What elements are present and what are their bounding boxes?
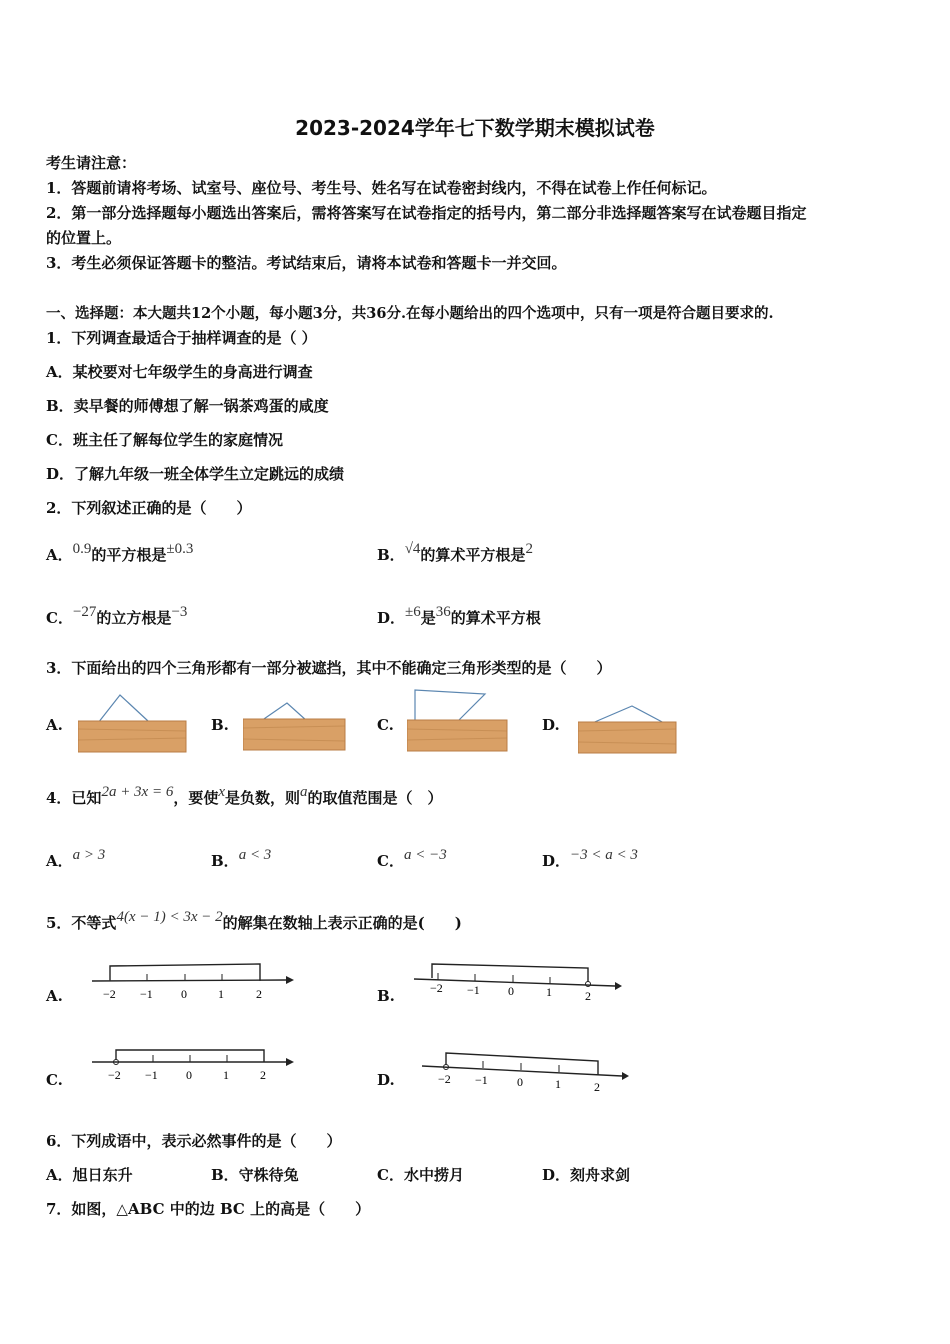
q4-option-c bbox=[377, 847, 447, 871]
math-expr: a < −3 bbox=[403, 847, 447, 863]
option-text: 的算术平方根 bbox=[450, 609, 541, 627]
q1-option-b: B．卖早餐的师傅想了解一锅茶鸡蛋的咸度 bbox=[46, 397, 329, 415]
q4-text: 是负数，则 bbox=[225, 789, 301, 807]
tick-label: 1 bbox=[218, 987, 224, 1001]
option-label: A． bbox=[46, 546, 73, 564]
tick-label: −2 bbox=[430, 981, 443, 995]
q3-figure-c bbox=[407, 686, 511, 752]
tick-label: −1 bbox=[140, 987, 153, 1001]
q5-numberline-d bbox=[418, 1045, 632, 1095]
q7-stem: 7．如图，△ABC 中的边 BC 上的高是（ ） bbox=[46, 1200, 371, 1218]
math-expr: a bbox=[300, 784, 308, 800]
option-label: B． bbox=[377, 546, 405, 564]
tick-label: 1 bbox=[555, 1077, 561, 1091]
q5-label-a: A. bbox=[46, 987, 63, 1005]
q3-figure-a bbox=[78, 693, 188, 753]
tick-label: 0 bbox=[517, 1075, 523, 1089]
q4-text: 的取值范围是（ ） bbox=[307, 789, 443, 807]
q5-numberline-b bbox=[410, 958, 625, 1006]
math-expr: 0.9 bbox=[72, 541, 92, 557]
wood-plank bbox=[578, 722, 676, 753]
q6-option-a: A．旭日东升 bbox=[46, 1166, 133, 1184]
option-label: A． bbox=[46, 852, 73, 870]
q4-stem bbox=[46, 784, 443, 808]
notice-item-3: 3．考生必须保证答题卡的整洁。考试结束后，请将本试卷和答题卡一并交回。 bbox=[46, 254, 567, 272]
q4-text: 4．已知 bbox=[46, 789, 102, 807]
wood-plank bbox=[243, 719, 345, 750]
tick-label: −1 bbox=[467, 983, 480, 997]
q5-label-d: D. bbox=[377, 1071, 395, 1089]
q3-label-b: B. bbox=[211, 716, 229, 734]
option-text: 的立方根是 bbox=[96, 609, 172, 627]
q5-text: 5．不等式 bbox=[46, 914, 117, 932]
q5-text: 的解集在数轴上表示正确的是( ) bbox=[222, 914, 462, 932]
tick-label: 1 bbox=[223, 1068, 229, 1082]
math-expr: −3 bbox=[171, 604, 188, 620]
wood-plank bbox=[407, 720, 507, 751]
q3-stem: 3．下面给出的四个三角形都有一部分被遮挡，其中不能确定三角形类型的是（ ） bbox=[46, 659, 612, 677]
q4-option-b bbox=[211, 847, 272, 871]
q2-option-b bbox=[377, 541, 533, 565]
tick-label: 0 bbox=[181, 987, 187, 1001]
math-expr: a > 3 bbox=[72, 847, 106, 863]
option-label: C． bbox=[377, 852, 404, 870]
option-label: B． bbox=[211, 852, 239, 870]
option-label: D． bbox=[542, 852, 571, 870]
page-title: 2023-2024学年七下数学期末模拟试卷 bbox=[295, 116, 655, 140]
q3-figure-d bbox=[578, 700, 680, 756]
notice-heading: 考生请注意： bbox=[46, 154, 137, 172]
q4-text: ，要使 bbox=[173, 789, 219, 807]
tick-group bbox=[153, 1055, 227, 1062]
tick-label: 2 bbox=[260, 1068, 266, 1082]
tick-label: −1 bbox=[475, 1073, 488, 1087]
q5-stem bbox=[46, 909, 462, 933]
math-expr: ±0.3 bbox=[166, 541, 194, 557]
q6-option-d: D．刻舟求剑 bbox=[542, 1166, 631, 1184]
q4-option-d bbox=[542, 847, 638, 871]
q6-option-b: B．守株待兔 bbox=[211, 1166, 299, 1184]
math-expr: ±6 bbox=[405, 604, 421, 620]
math-expr: −3 < a < 3 bbox=[570, 847, 638, 863]
option-label: D． bbox=[377, 609, 406, 627]
q2-option-d bbox=[377, 604, 541, 628]
notice-item-1: 1．答题前请将考场、试室号、座位号、考生号、姓名写在试卷密封线内，不得在试卷上作任何标记。 bbox=[46, 179, 717, 197]
q5-label-c: C. bbox=[46, 1071, 63, 1089]
notice-item-2: 2．第一部分选择题每小题选出答案后，需将答案写在试卷指定的括号内，第二部分非选择题答案写在试卷题目指定 bbox=[46, 204, 807, 222]
option-text: 是 bbox=[420, 609, 436, 627]
q6-stem: 6．下列成语中，表示必然事件的是（ ） bbox=[46, 1132, 342, 1150]
q1-stem: 1．下列调查最适合于抽样调查的是（ ） bbox=[46, 329, 317, 347]
tick-label: 0 bbox=[186, 1068, 192, 1082]
q2-option-c bbox=[46, 604, 188, 628]
option-text: 的算术平方根是 bbox=[420, 546, 526, 564]
math-expr: 4(x − 1) < 3x − 2 bbox=[116, 909, 223, 925]
tick-label: 2 bbox=[256, 987, 262, 1001]
tick-label: 2 bbox=[594, 1080, 600, 1094]
q4-option-a bbox=[46, 847, 106, 871]
q3-figure-b bbox=[243, 693, 349, 753]
notice-item-2-cont: 的位置上。 bbox=[46, 229, 122, 247]
math-expr: 2a + 3x = 6 bbox=[101, 784, 174, 800]
q6-option-c: C．水中捞月 bbox=[377, 1166, 464, 1184]
tick-label: −1 bbox=[145, 1068, 158, 1082]
tick-label: −2 bbox=[108, 1068, 121, 1082]
math-expr: 36 bbox=[435, 604, 451, 620]
tick-label: −2 bbox=[438, 1072, 451, 1086]
q1-option-c: C．班主任了解每位学生的家庭情况 bbox=[46, 431, 283, 449]
math-expr: x bbox=[218, 784, 226, 800]
section-heading: 一、选择题：本大题共12个小题，每小题3分，共36分.在每小题给出的四个选项中，只有一项是符合题目要求的. bbox=[46, 305, 774, 322]
q1-option-d: D．了解九年级一班全体学生立定跳远的成绩 bbox=[46, 465, 345, 483]
option-text: 的平方根是 bbox=[91, 546, 167, 564]
math-expr: a < 3 bbox=[238, 847, 272, 863]
q5-label-b: B. bbox=[377, 987, 395, 1005]
tick-label: 0 bbox=[508, 984, 514, 998]
q2-stem: 2．下列叙述正确的是（ ） bbox=[46, 499, 252, 517]
option-label: C． bbox=[46, 609, 73, 627]
q2-option-a bbox=[46, 541, 194, 565]
math-expr: 2 bbox=[525, 541, 533, 557]
q3-label-d: D. bbox=[542, 716, 560, 734]
tick-label: 1 bbox=[546, 985, 552, 999]
wood-plank bbox=[78, 721, 186, 752]
q1-option-a: A．某校要对七年级学生的身高进行调查 bbox=[46, 363, 313, 381]
q3-label-a: A. bbox=[46, 716, 63, 734]
math-expr: √4 bbox=[404, 541, 421, 557]
math-expr: −27 bbox=[72, 604, 97, 620]
q5-numberline-c bbox=[88, 1042, 300, 1088]
q3-label-c: C. bbox=[377, 716, 394, 734]
tick-label: 2 bbox=[585, 989, 591, 1003]
q5-numberline-a bbox=[86, 958, 296, 1004]
tick-label: −2 bbox=[103, 987, 116, 1001]
